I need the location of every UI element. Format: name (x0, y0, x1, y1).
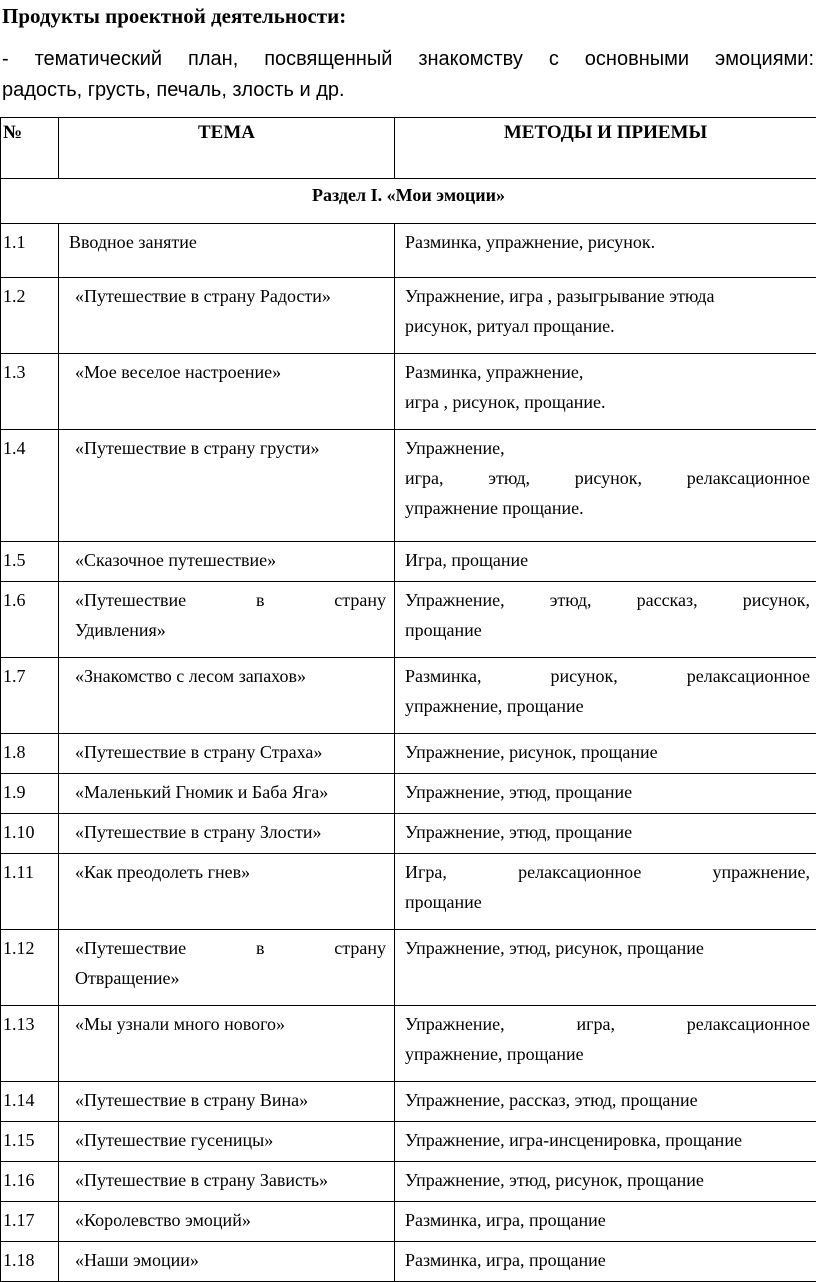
row-theme (59, 1202, 395, 1242)
row-theme (59, 1242, 395, 1282)
row-methods (395, 1082, 816, 1122)
row-theme (59, 814, 395, 854)
row-number: 1.8 (1, 734, 59, 774)
methods-line: упражнение прощание. (405, 493, 810, 523)
row-number: 1.10 (1, 814, 59, 854)
methods-line: упражнение, прощание (405, 1039, 810, 1069)
row-theme (59, 430, 395, 542)
theme-line: «Королевство эмоций» (75, 1205, 386, 1235)
row-number: 1.7 (1, 658, 59, 734)
section-title: Раздел I. «Мои эмоции» (1, 179, 816, 224)
intro-line-1: - тематический план, посвященный знакомству с основными эмоциями: (2, 44, 814, 75)
table-row (1, 814, 816, 854)
row-methods (395, 774, 816, 814)
theme-line: «Маленький Гномик и Баба Яга» (75, 777, 386, 807)
row-methods (395, 1122, 816, 1162)
row-number: 1.5 (1, 542, 59, 582)
methods-line: Разминка, игра, прощание (405, 1205, 810, 1235)
methods-line: Упражнение, этюд, рассказ, рисунок, (405, 585, 810, 615)
row-theme (59, 1082, 395, 1122)
header-num: № (1, 118, 59, 179)
theme-line: «Путешествие в страну грусти» (75, 433, 386, 463)
table-row (1, 1242, 816, 1282)
row-number: 1.11 (1, 854, 59, 930)
document-heading: Продукты проектной деятельности: (2, 2, 346, 30)
methods-line: Упражнение, игра-инсценировка, прощание (405, 1125, 810, 1155)
table-row (1, 658, 816, 734)
thematic-plan-table (0, 117, 816, 1282)
row-methods (395, 1242, 816, 1282)
table-row (1, 1006, 816, 1082)
theme-line: «Наши эмоции» (75, 1245, 386, 1275)
theme-line: «Путешествие в страну Вина» (75, 1085, 386, 1115)
theme-line: «Мы узнали много нового» (75, 1009, 386, 1039)
row-methods (395, 354, 816, 430)
row-number: 1.17 (1, 1202, 59, 1242)
theme-line: «Путешествие в страну (75, 585, 386, 615)
table-row (1, 774, 816, 814)
methods-line: Упражнение, этюд, рисунок, прощание (405, 1165, 810, 1195)
theme-line: «Путешествие в страну (75, 933, 386, 963)
intro-paragraph (2, 44, 814, 106)
row-number: 1.4 (1, 430, 59, 542)
table-row (1, 1122, 816, 1162)
table-row (1, 734, 816, 774)
row-theme (59, 854, 395, 930)
methods-line: Игра, прощание (405, 545, 810, 575)
row-number: 1.16 (1, 1162, 59, 1202)
theme-line: «Путешествие в страну Зависть» (75, 1165, 386, 1195)
table-row (1, 854, 816, 930)
table-row (1, 278, 816, 354)
theme-line: «Путешествие гусеницы» (75, 1125, 386, 1155)
row-number: 1.3 (1, 354, 59, 430)
header-methods: МЕТОДЫ И ПРИЕМЫ (395, 118, 816, 179)
row-theme (59, 1162, 395, 1202)
row-methods (395, 1162, 816, 1202)
theme-line: «Знакомство с лесом запахов» (75, 661, 386, 691)
row-methods (395, 542, 816, 582)
methods-line: Упражнение, рассказ, этюд, прощание (405, 1085, 810, 1115)
intro-line-2: радость, грусть, печаль, злость и др. (2, 75, 814, 106)
theme-line: «Путешествие в страну Страха» (75, 737, 386, 767)
methods-line: упражнение, прощание (405, 691, 810, 721)
methods-line: Упражнение, (405, 433, 810, 463)
row-methods (395, 430, 816, 542)
methods-line: Упражнение, этюд, прощание (405, 817, 810, 847)
row-methods (395, 814, 816, 854)
row-methods (395, 854, 816, 930)
table-row (1, 1202, 816, 1242)
methods-line: Упражнение, этюд, прощание (405, 777, 810, 807)
table-row (1, 1082, 816, 1122)
theme-line: «Путешествие в страну Радости» (75, 281, 386, 311)
row-methods (395, 278, 816, 354)
row-theme (59, 658, 395, 734)
row-methods (395, 1006, 816, 1082)
row-methods (395, 734, 816, 774)
row-theme (59, 774, 395, 814)
row-methods (395, 224, 816, 278)
table-header-row (1, 118, 816, 179)
methods-line: Упражнение, рисунок, прощание (405, 737, 810, 767)
theme-line: «Мое веселое настроение» (75, 357, 386, 387)
row-theme (59, 224, 395, 278)
row-theme (59, 278, 395, 354)
table-body (1, 179, 816, 1282)
table-row (1, 354, 816, 430)
methods-line: Разминка, игра, прощание (405, 1245, 810, 1275)
row-theme (59, 1122, 395, 1162)
row-number: 1.6 (1, 582, 59, 658)
methods-line: прощание (405, 615, 810, 645)
methods-line: Разминка, упражнение, (405, 357, 810, 387)
row-number: 1.12 (1, 930, 59, 1006)
methods-line: Упражнение, игра , разыгрывание этюда (405, 281, 810, 311)
methods-line: Упражнение, игра, релаксационное (405, 1009, 810, 1039)
table-row (1, 224, 816, 278)
row-theme (59, 582, 395, 658)
methods-line: игра, этюд, рисунок, релаксационное (405, 463, 810, 493)
methods-line: Разминка, рисунок, релаксационное (405, 661, 810, 691)
header-theme: ТЕМА (59, 118, 395, 179)
theme-line: «Как преодолеть гнев» (75, 857, 386, 887)
theme-line: Отвращение» (75, 963, 386, 993)
row-methods (395, 658, 816, 734)
row-number: 1.2 (1, 278, 59, 354)
section-row (1, 179, 816, 224)
row-theme (59, 1006, 395, 1082)
row-methods (395, 582, 816, 658)
row-number: 1.15 (1, 1122, 59, 1162)
table-row (1, 430, 816, 542)
theme-line: «Сказочное путешествие» (75, 545, 386, 575)
row-theme (59, 354, 395, 430)
methods-line: прощание (405, 887, 810, 917)
theme-line: Вводное занятие (69, 227, 386, 257)
table-row (1, 582, 816, 658)
methods-line: Игра, релаксационное упражнение, (405, 857, 810, 887)
row-theme (59, 542, 395, 582)
methods-line: Упражнение, этюд, рисунок, прощание (405, 933, 810, 963)
row-number: 1.9 (1, 774, 59, 814)
row-number: 1.13 (1, 1006, 59, 1082)
row-number: 1.14 (1, 1082, 59, 1122)
methods-line: игра , рисунок, прощание. (405, 387, 810, 417)
table-row (1, 930, 816, 1006)
row-number: 1.1 (1, 224, 59, 278)
theme-line: «Путешествие в страну Злости» (75, 817, 386, 847)
theme-line: Удивления» (75, 615, 386, 645)
row-methods (395, 1202, 816, 1242)
row-theme (59, 930, 395, 1006)
row-methods (395, 930, 816, 1006)
row-number: 1.18 (1, 1242, 59, 1282)
row-theme (59, 734, 395, 774)
methods-line: рисунок, ритуал прощание. (405, 311, 810, 341)
methods-line: Разминка, упражнение, рисунок. (405, 227, 810, 257)
table-row (1, 1162, 816, 1202)
table-row (1, 542, 816, 582)
